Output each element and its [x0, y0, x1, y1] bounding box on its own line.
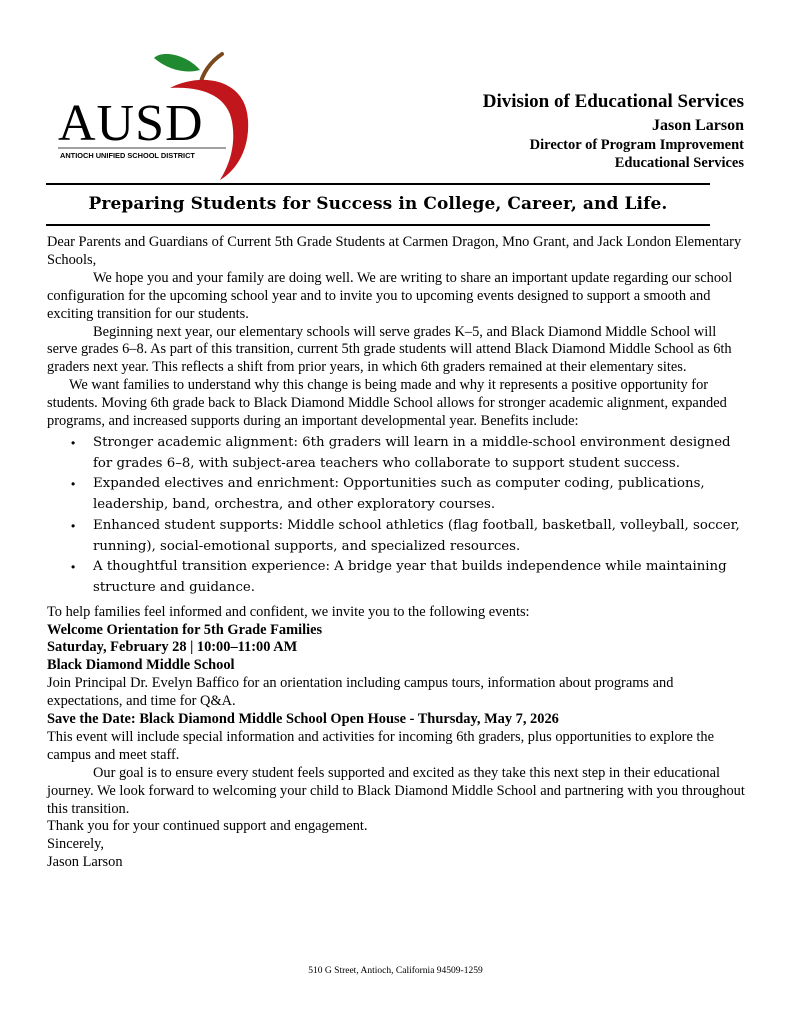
- event1-title: Welcome Orientation for 5th Grade Families: [47, 621, 323, 638]
- paragraph-1: We hope you and your family are doing well. We are writing to share an important update regarding our school configuration for the upcoming school year and to invite you to upcoming events designed to support a smooth and exciting transition for our students.: [47, 269, 733, 322]
- event1-when: Saturday, February 28 | 10:00–11:00 AM: [47, 639, 298, 656]
- bullet-glyph: •: [71, 477, 76, 492]
- logo-wordmark: AUSD: [58, 95, 204, 152]
- closing: Sincerely,: [47, 836, 105, 853]
- list-item: [47, 433, 747, 474]
- top-rule: [46, 183, 710, 185]
- list-item-text: Expanded electives and enrichment: Opportunities such as computer coding, publications, leadership, band, orchestra, and other exploratory courses.: [93, 476, 705, 513]
- event2-title: Save the Date: Black Diamond Middle School Open House - Thursday, May 7, 2026: [47, 711, 559, 728]
- bottom-rule: [46, 224, 710, 226]
- header-title: Director of Program Improvement: [529, 137, 744, 153]
- header-name: Jason Larson: [651, 117, 744, 134]
- logo-subtitle: ANTIOCH UNIFIED SCHOOL DISTRICT: [60, 151, 195, 160]
- header-dept: Educational Services: [614, 155, 744, 171]
- footer-address: 510 G Street, Antioch, California 94509-1259: [308, 966, 483, 976]
- header-division: Division of Educational Services: [482, 91, 744, 112]
- tagline: Preparing Students for Success in College, Career, and Life.: [88, 194, 668, 214]
- bullet-glyph: •: [71, 560, 76, 575]
- salutation: Dear Parents and Guardians of Current 5th Grade Students at Carmen Dragon, Mno Grant, and Jack London Elementary Schools,: [47, 234, 742, 268]
- list-item: [47, 474, 747, 515]
- list-item: [47, 516, 747, 557]
- ausd-logo: [50, 48, 260, 183]
- list-item: [47, 557, 747, 598]
- event1-desc: Join Principal Dr. Evelyn Baffico for an orientation including campus tours, information about programs and expectations, and time for Q&A.: [47, 675, 674, 710]
- event2-desc: This event will include special information and activities for incoming 6th graders, plus opportunities to explore the campus and meet staff.: [47, 728, 715, 763]
- list-item-text: Enhanced student supports: Middle school athletics (flag football, basketball, volleyball, soccer, running), social-emotional supports, and specialized resources.: [93, 517, 740, 554]
- signer: Jason Larson: [47, 854, 123, 871]
- list-item-text: A thoughtful transition experience: A bridge year that builds independence while maintaining structure and guidance.: [93, 559, 727, 596]
- event1-where: Black Diamond Middle School: [47, 657, 235, 674]
- paragraph-4: Our goal is to ensure every student feels supported and excited as they take this next step in their educational journey. We look forward to welcoming your child to Black Diamond Middle School and partnering with you throughout this transition.: [47, 764, 745, 817]
- letter-body: [47, 234, 747, 872]
- paragraph-2: Beginning next year, our elementary schools will serve grades K–5, and Black Diamond Middle School will serve grades 6–8. As part of this transition, current 5th grade students will attend Black Diamond Middle School as 6th graders next year. This reflects a shift from prior years, in which 6th graders remained at their elementary sites.: [47, 323, 732, 376]
- apple-leaf: [154, 54, 200, 72]
- benefits-list: [47, 433, 747, 599]
- invite-text: To help families feel informed and confident, we invite you to the following events:: [47, 603, 530, 620]
- bullet-glyph: •: [71, 435, 76, 450]
- list-item-text: Stronger academic alignment: 6th graders will learn in a middle-school environment designed for grades 6–8, with subject-area teachers who collaborate to support student success.: [93, 434, 731, 471]
- bullet-glyph: •: [71, 518, 76, 533]
- thanks-text: Thank you for your continued support and engagement.: [47, 818, 368, 835]
- paragraph-3: We want families to understand why this change is being made and why it represents a positive opportunity for students. Moving 6th grade back to Black Diamond Middle School allows for stronger academic alignment, expanded programs, and increased supports during an important developmental year. Benefits include:: [47, 377, 727, 430]
